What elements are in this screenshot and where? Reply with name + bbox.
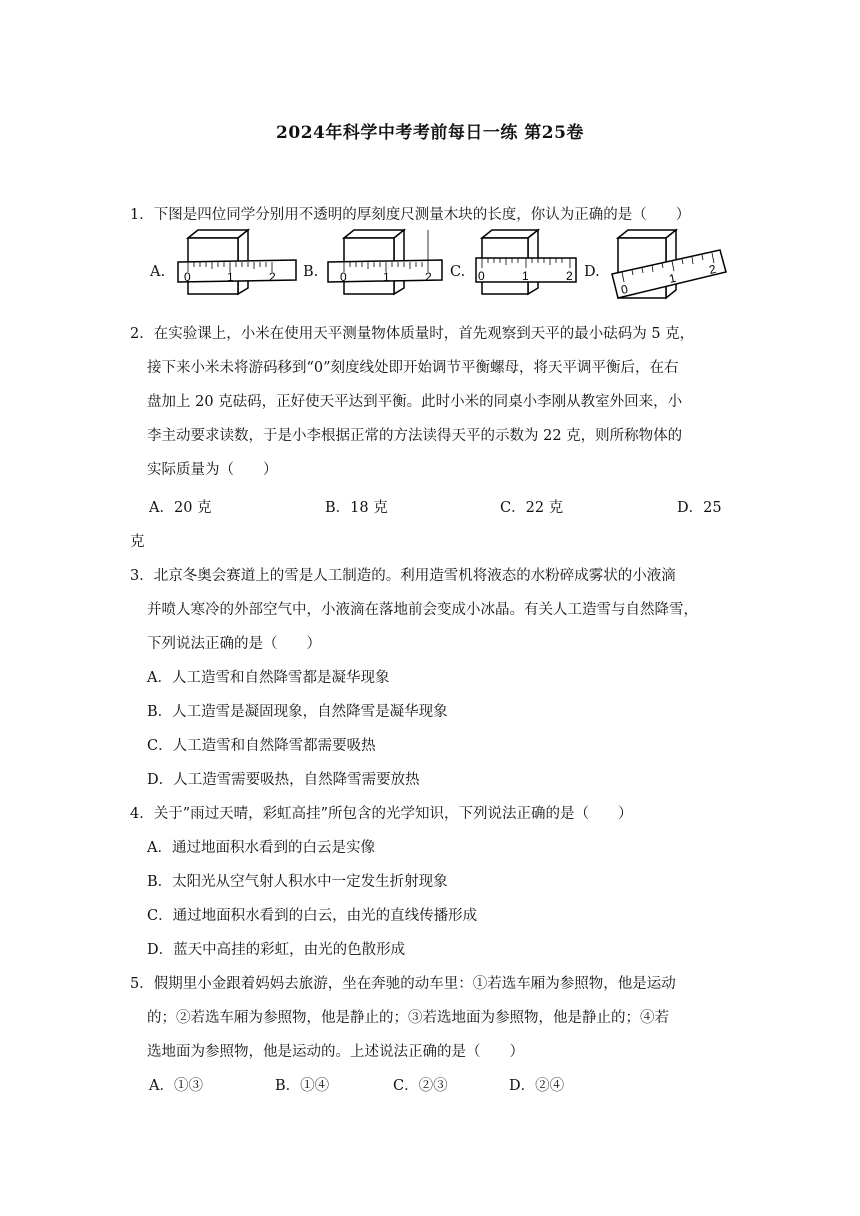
q4-option-a: A．通过地面积水看到的白云是实像 <box>147 840 375 856</box>
q2-line-3: 盘加上 20 克砝码，正好使天平达到平衡。此时小米的同桌小李刚从教室外回来，小 <box>147 394 683 410</box>
svg-text:1: 1 <box>383 270 390 284</box>
q2-option-d-overflow: 克 <box>130 534 145 550</box>
q2-option-a: A．20 克 <box>149 500 212 516</box>
q1-label-c: C. <box>450 264 466 280</box>
q5-option-b: B．①④ <box>275 1078 330 1094</box>
svg-text:1: 1 <box>667 270 678 286</box>
svg-text:1: 1 <box>227 270 234 284</box>
q2-line-2: 接下来小米未将游码移到“0”刻度线处即开始调节平衡螺母，将天平调平衡后，在右 <box>147 360 679 376</box>
svg-text:2: 2 <box>425 270 432 284</box>
q2-line-4: 李主动要求读数，于是小李根据正常的方法读得天平的示数为 22 克，则所称物体的 <box>147 428 683 444</box>
q3-line-2: 并喷人寒冷的外部空气中，小液滴在落地前会变成小冰晶。有关人工造雪与自然降雪， <box>147 602 698 618</box>
q4-option-d: D．蓝天中高挂的彩虹，由光的色散形成 <box>147 942 406 958</box>
q1-figure-c <box>470 228 580 298</box>
q3-option-d: D．人工造雪需要吸热，自然降雪需要放热 <box>147 772 420 788</box>
svg-text:2: 2 <box>269 270 276 284</box>
q1-label-b: B. <box>303 264 319 280</box>
q3-option-c: C．人工造雪和自然降雪都需要吸热 <box>147 738 376 754</box>
q2-option-d: D．25 <box>677 500 722 516</box>
q3-line-3: 下列说法正确的是（ ） <box>147 636 321 652</box>
q4-option-b: B．太阳光从空气射人积水中一定发生折射现象 <box>147 874 448 890</box>
page-title: 2024年科学中考考前每日一练 第25卷 <box>276 123 584 143</box>
svg-text:0: 0 <box>184 270 191 284</box>
q1-label-d: D. <box>584 264 600 280</box>
q5-option-d: D．②④ <box>509 1078 565 1094</box>
svg-text:0: 0 <box>340 270 347 284</box>
q3-option-b: B．人工造雪是凝固现象，自然降雪是凝华现象 <box>147 704 448 720</box>
q1-figure-b <box>320 228 450 298</box>
q5-line-3: 选地面为参照物，他是运动的。上述说法正确的是（ ） <box>147 1044 524 1060</box>
q5-line-2: 的；②若选车厢为参照物，他是静止的；③若选地面为参照物，他是静止的；④若 <box>147 1010 669 1026</box>
q3-option-a: A．人工造雪和自然降雪都是凝华现象 <box>147 670 390 686</box>
svg-text:0: 0 <box>478 269 485 283</box>
svg-text:2: 2 <box>566 269 573 283</box>
q1-figure-a <box>168 228 303 298</box>
q1-stem: 1．下图是四位同学分别用不透明的厚刻度尺测量木块的长度，你认为正确的是（ ） <box>130 207 691 223</box>
q2-line-5: 实际质量为（ ） <box>147 462 278 478</box>
q5-line-1: 5．假期里小金跟着妈妈去旅游，坐在奔驰的动车里：①若选车厢为参照物，他是运动 <box>130 976 676 992</box>
q2-line-1: 2．在实验课上，小米在使用天平测量物体质量时，首先观察到天平的最小砝码为 5 克， <box>130 326 695 342</box>
q4-option-c: C．通过地面积水看到的白云，由光的直线传播形成 <box>147 908 478 924</box>
q1-figure-d <box>602 228 730 308</box>
q4-stem: 4．关于”雨过天晴，彩虹高挂”所包含的光学知识，下列说法正确的是（ ） <box>130 806 633 822</box>
q5-option-c: C．②③ <box>393 1078 448 1094</box>
q2-option-c: C．22 克 <box>500 500 564 516</box>
svg-text:0: 0 <box>619 281 630 297</box>
q1-label-a: A. <box>150 264 166 280</box>
svg-text:2: 2 <box>707 261 718 277</box>
svg-text:1: 1 <box>522 269 529 283</box>
q5-option-a: A．①③ <box>149 1078 203 1094</box>
q2-option-b: B．18 克 <box>325 500 388 516</box>
q3-line-1: 3．北京冬奥会赛道上的雪是人工制造的。利用造雪机将液态的水粉碎成雾状的小液滴 <box>130 568 676 584</box>
